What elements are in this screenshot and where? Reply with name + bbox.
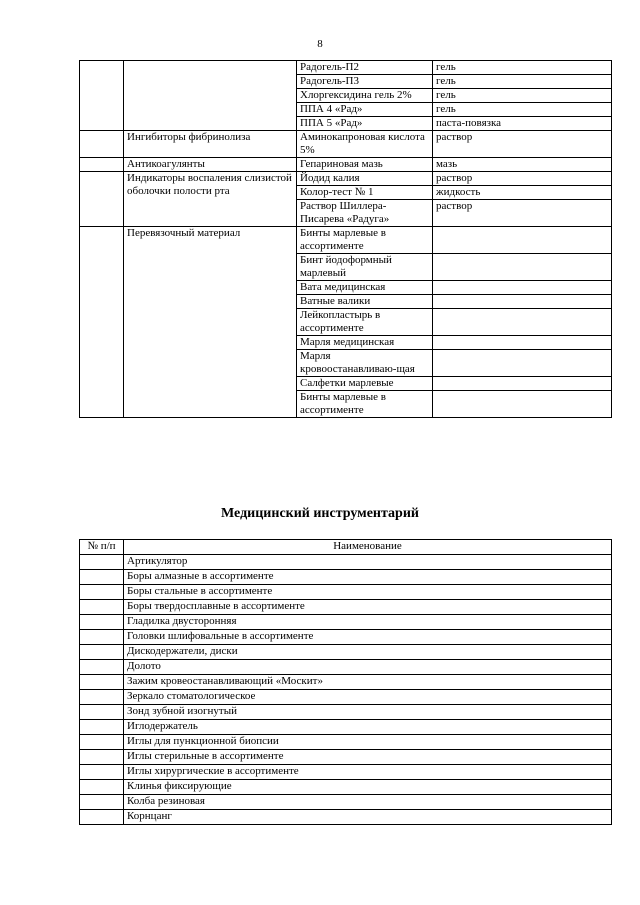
table-row — [80, 675, 612, 690]
row-number-cell — [80, 172, 124, 227]
group-cell: Антикоагулянты — [124, 158, 297, 172]
table-row — [80, 660, 612, 675]
table-row — [80, 600, 612, 615]
group-cell — [124, 61, 297, 131]
row-number-cell — [80, 705, 124, 720]
table-row — [80, 690, 612, 705]
item-form-cell — [433, 254, 612, 281]
row-number-cell — [80, 585, 124, 600]
instrument-name-cell: Иглы стерильные в ассортименте — [124, 750, 612, 765]
item-form-cell: раствор — [433, 131, 612, 158]
instrument-name-cell: Головки шлифовальные в ассортименте — [124, 630, 612, 645]
row-number-cell — [80, 630, 124, 645]
item-form-cell: раствор — [433, 200, 612, 227]
page-number: 8 — [317, 38, 323, 50]
table-row — [80, 555, 612, 570]
item-name-cell: Радогель-П3 — [297, 75, 433, 89]
group-cell: Ингибиторы фибринолиза — [124, 131, 297, 158]
table-row — [80, 630, 612, 645]
row-number-cell — [80, 61, 124, 131]
table-row — [80, 645, 612, 660]
item-name-cell: Ватные валики — [297, 295, 433, 309]
item-name-cell: ППА 5 «Рад» — [297, 117, 433, 131]
row-number-cell — [80, 555, 124, 570]
item-form-cell: жидкость — [433, 186, 612, 200]
row-number-cell — [80, 780, 124, 795]
table-row — [80, 227, 612, 254]
item-name-cell: Салфетки марлевые — [297, 377, 433, 391]
instrument-name-cell: Колба резиновая — [124, 795, 612, 810]
item-form-cell: раствор — [433, 172, 612, 186]
row-number-cell — [80, 675, 124, 690]
row-number-cell — [80, 600, 124, 615]
item-name-cell: Колор-тест № 1 — [297, 186, 433, 200]
item-name-cell: Бинты марлевые в ассортименте — [297, 391, 433, 418]
table-row — [80, 705, 612, 720]
row-number-cell — [80, 645, 124, 660]
item-name-cell: Радогель-П2 — [297, 61, 433, 75]
item-name-cell: Лейкопластырь в ассортименте — [297, 309, 433, 336]
supplies-table — [79, 60, 612, 418]
instrument-name-cell: Зажим кровеостанавливающий «Москит» — [124, 675, 612, 690]
item-form-cell — [433, 309, 612, 336]
instrument-name-cell: Иглодержатель — [124, 720, 612, 735]
item-form-cell — [433, 295, 612, 309]
item-form-cell — [433, 281, 612, 295]
instrument-name-cell: Боры твердосплавные в ассортименте — [124, 600, 612, 615]
item-form-cell — [433, 377, 612, 391]
row-number-cell — [80, 660, 124, 675]
table-row — [80, 172, 612, 186]
instrument-name-cell: Клинья фиксирующие — [124, 780, 612, 795]
item-name-cell: Аминокапроновая кислота 5% — [297, 131, 433, 158]
table-row — [80, 780, 612, 795]
instrument-name-cell: Долото — [124, 660, 612, 675]
item-name-cell: ППА 4 «Рад» — [297, 103, 433, 117]
instrument-name-cell: Дискодержатели, диски — [124, 645, 612, 660]
item-name-cell: Раствор Шиллера-Писарева «Радуга» — [297, 200, 433, 227]
table-row — [80, 158, 612, 172]
item-form-cell: гель — [433, 61, 612, 75]
row-number-cell — [80, 615, 124, 630]
instrument-name-cell: Боры стальные в ассортименте — [124, 585, 612, 600]
table-row — [80, 750, 612, 765]
table-row — [80, 615, 612, 630]
instruments-table — [79, 539, 612, 825]
item-form-cell — [433, 350, 612, 377]
group-cell: Индикаторы воспаления слизистой оболочки полости рта — [124, 172, 297, 227]
item-form-cell — [433, 336, 612, 350]
row-number-cell — [80, 765, 124, 780]
instruments-title: Медицинский инструментарий — [221, 506, 419, 521]
item-form-cell: гель — [433, 89, 612, 103]
instrument-name-cell: Артикулятор — [124, 555, 612, 570]
item-form-cell: мазь — [433, 158, 612, 172]
row-number-cell — [80, 750, 124, 765]
item-name-cell: Вата медицинская — [297, 281, 433, 295]
item-form-cell: гель — [433, 103, 612, 117]
instrument-name-cell: Зеркало стоматологическое — [124, 690, 612, 705]
instruments-header-row — [80, 540, 612, 555]
instrument-name-cell: Гладилка двусторонняя — [124, 615, 612, 630]
group-cell: Перевязочный материал — [124, 227, 297, 418]
item-name-cell: Марля медицинская — [297, 336, 433, 350]
table-row — [80, 585, 612, 600]
row-number-cell — [80, 158, 124, 172]
row-number-cell — [80, 227, 124, 418]
table-row — [80, 720, 612, 735]
row-number-cell — [80, 735, 124, 750]
row-number-cell — [80, 720, 124, 735]
row-number-cell — [80, 795, 124, 810]
row-number-cell — [80, 690, 124, 705]
table-row — [80, 765, 612, 780]
item-name-cell: Йодид калия — [297, 172, 433, 186]
item-name-cell: Бинты марлевые в ассортименте — [297, 227, 433, 254]
instrument-name-cell: Корнцанг — [124, 810, 612, 825]
table-row — [80, 735, 612, 750]
table-row — [80, 61, 612, 75]
table-row — [80, 131, 612, 158]
instrument-name-cell: Зонд зубной изогнутый — [124, 705, 612, 720]
item-form-cell: гель — [433, 75, 612, 89]
item-form-cell — [433, 391, 612, 418]
header-name: Наименование — [124, 540, 612, 555]
item-name-cell: Марля кровоостанавливаю-щая — [297, 350, 433, 377]
item-form-cell — [433, 227, 612, 254]
table-row — [80, 810, 612, 825]
instrument-name-cell: Иглы хирургические в ассортименте — [124, 765, 612, 780]
item-name-cell: Гепариновая мазь — [297, 158, 433, 172]
table-row — [80, 795, 612, 810]
item-name-cell: Бинт йодоформный марлевый — [297, 254, 433, 281]
row-number-cell — [80, 131, 124, 158]
instrument-name-cell: Боры алмазные в ассортименте — [124, 570, 612, 585]
table-row — [80, 570, 612, 585]
item-name-cell: Хлоргексидина гель 2% — [297, 89, 433, 103]
header-number: № п/п — [80, 540, 124, 555]
row-number-cell — [80, 570, 124, 585]
row-number-cell — [80, 810, 124, 825]
item-form-cell: паста-повязка — [433, 117, 612, 131]
instrument-name-cell: Иглы для пункционной биопсии — [124, 735, 612, 750]
